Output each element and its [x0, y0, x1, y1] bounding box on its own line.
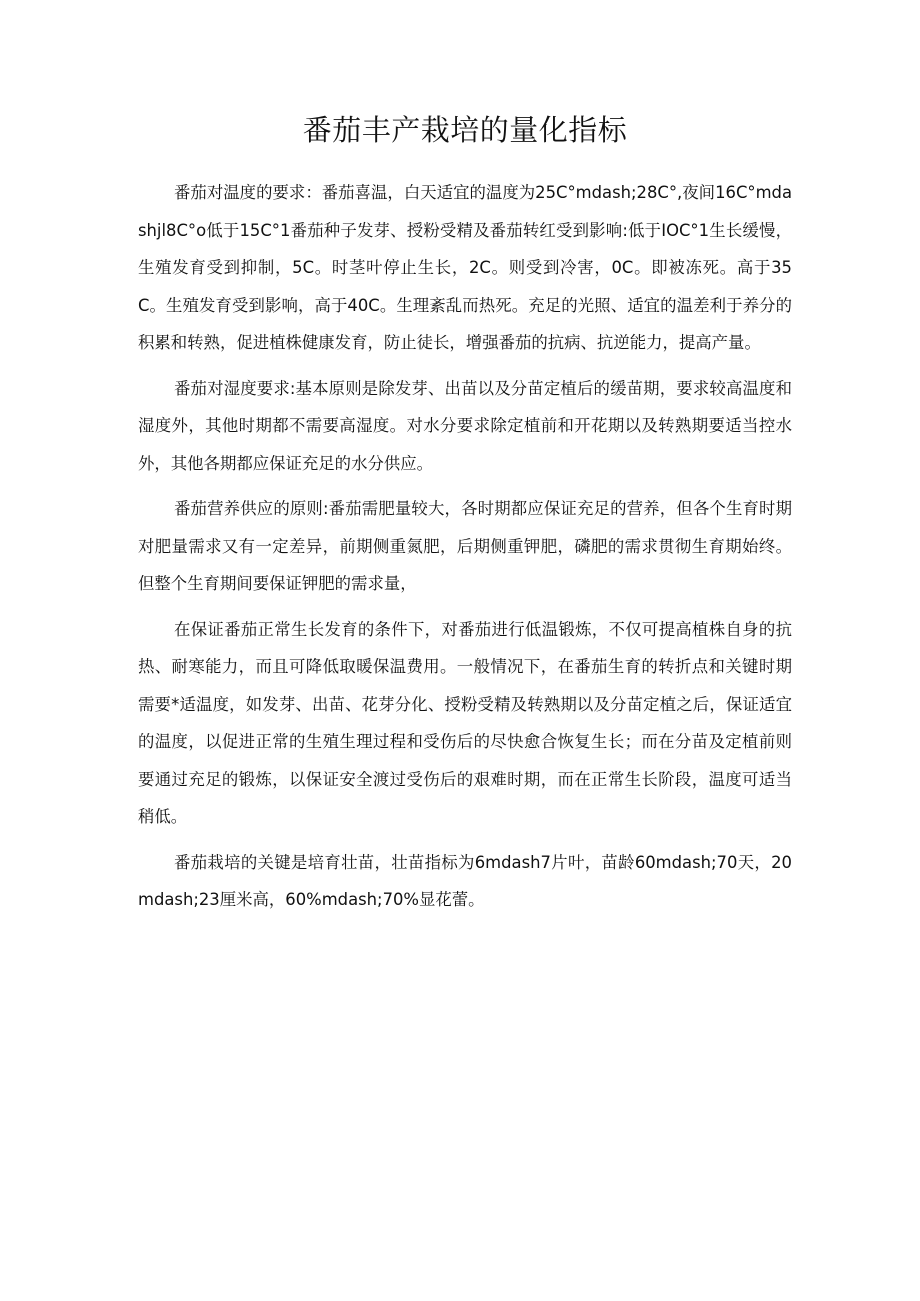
paragraph-temperature: 番茄对温度的要求：番茄喜温，白天适宜的温度为25C°mdash;28C°,夜间16C°mdashjl8C°o低于15C°1番茄种子发芽、授粉受精及番茄转红受到影响:低于IOC°1生长缓慢，生殖发育受到抑制，5C。时茎叶停止生长，2C。则受到冷害，0C。即被冻死。高于35C。生殖发育受到影响，高于40C。生理紊乱而热死。充足的光照、适宜的温差利于养分的积累和转熟，促进植株健康发育，防止徒长，增强番茄的抗病、抗逆能力，提高产量。 — [138, 183, 792, 353]
paragraph-low-temperature-training: 在保证番茄正常生长发育的条件下，对番茄进行低温锻炼，不仅可提高植株自身的抗热、耐寒能力，而且可降低取暖保温费用。一般情况下，在番茄生育的转折点和关键时期需要*适温度，如发芽、出苗、花芽分化、授粉受精及转熟期以及分苗定植之后，保证适宜的温度，以促进正常的生殖生理过程和受伤后的尽快愈合恢复生长；而在分苗及定植前则要通过充足的锻炼，以保证安全渡过受伤后的艰难时期，而在正常生长阶段，温度可适当稍低。 — [138, 619, 792, 827]
document-title: 番茄丰产栽培的量化指标 — [302, 113, 628, 147]
paragraph-nutrition: 番茄营养供应的原则:番茄需肥量较大，各时期都应保证充足的营养，但各个生育时期对肥量需求又有一定差异，前期侧重氮肥，后期侧重钾肥，磷肥的需求贯彻生育期始终。但整个生育期间要保证钾肥的需求量， — [138, 499, 792, 594]
paragraph-humidity: 番茄对湿度要求:基本原则是除发芽、出苗以及分苗定植后的缓苗期，要求较高温度和湿度外，其他时期都不需要高湿度。对水分要求除定植前和开花期以及转熟期要适当控水外，其他各期都应保证充足的水分供应。 — [138, 378, 792, 473]
paragraph-seedling-indicators: 番茄栽培的关键是培育壮苗，壮苗指标为6mdash7片叶，苗龄60mdash;70天，20mdash;23厘米高，60%mdash;70%显花蕾。 — [138, 852, 792, 910]
